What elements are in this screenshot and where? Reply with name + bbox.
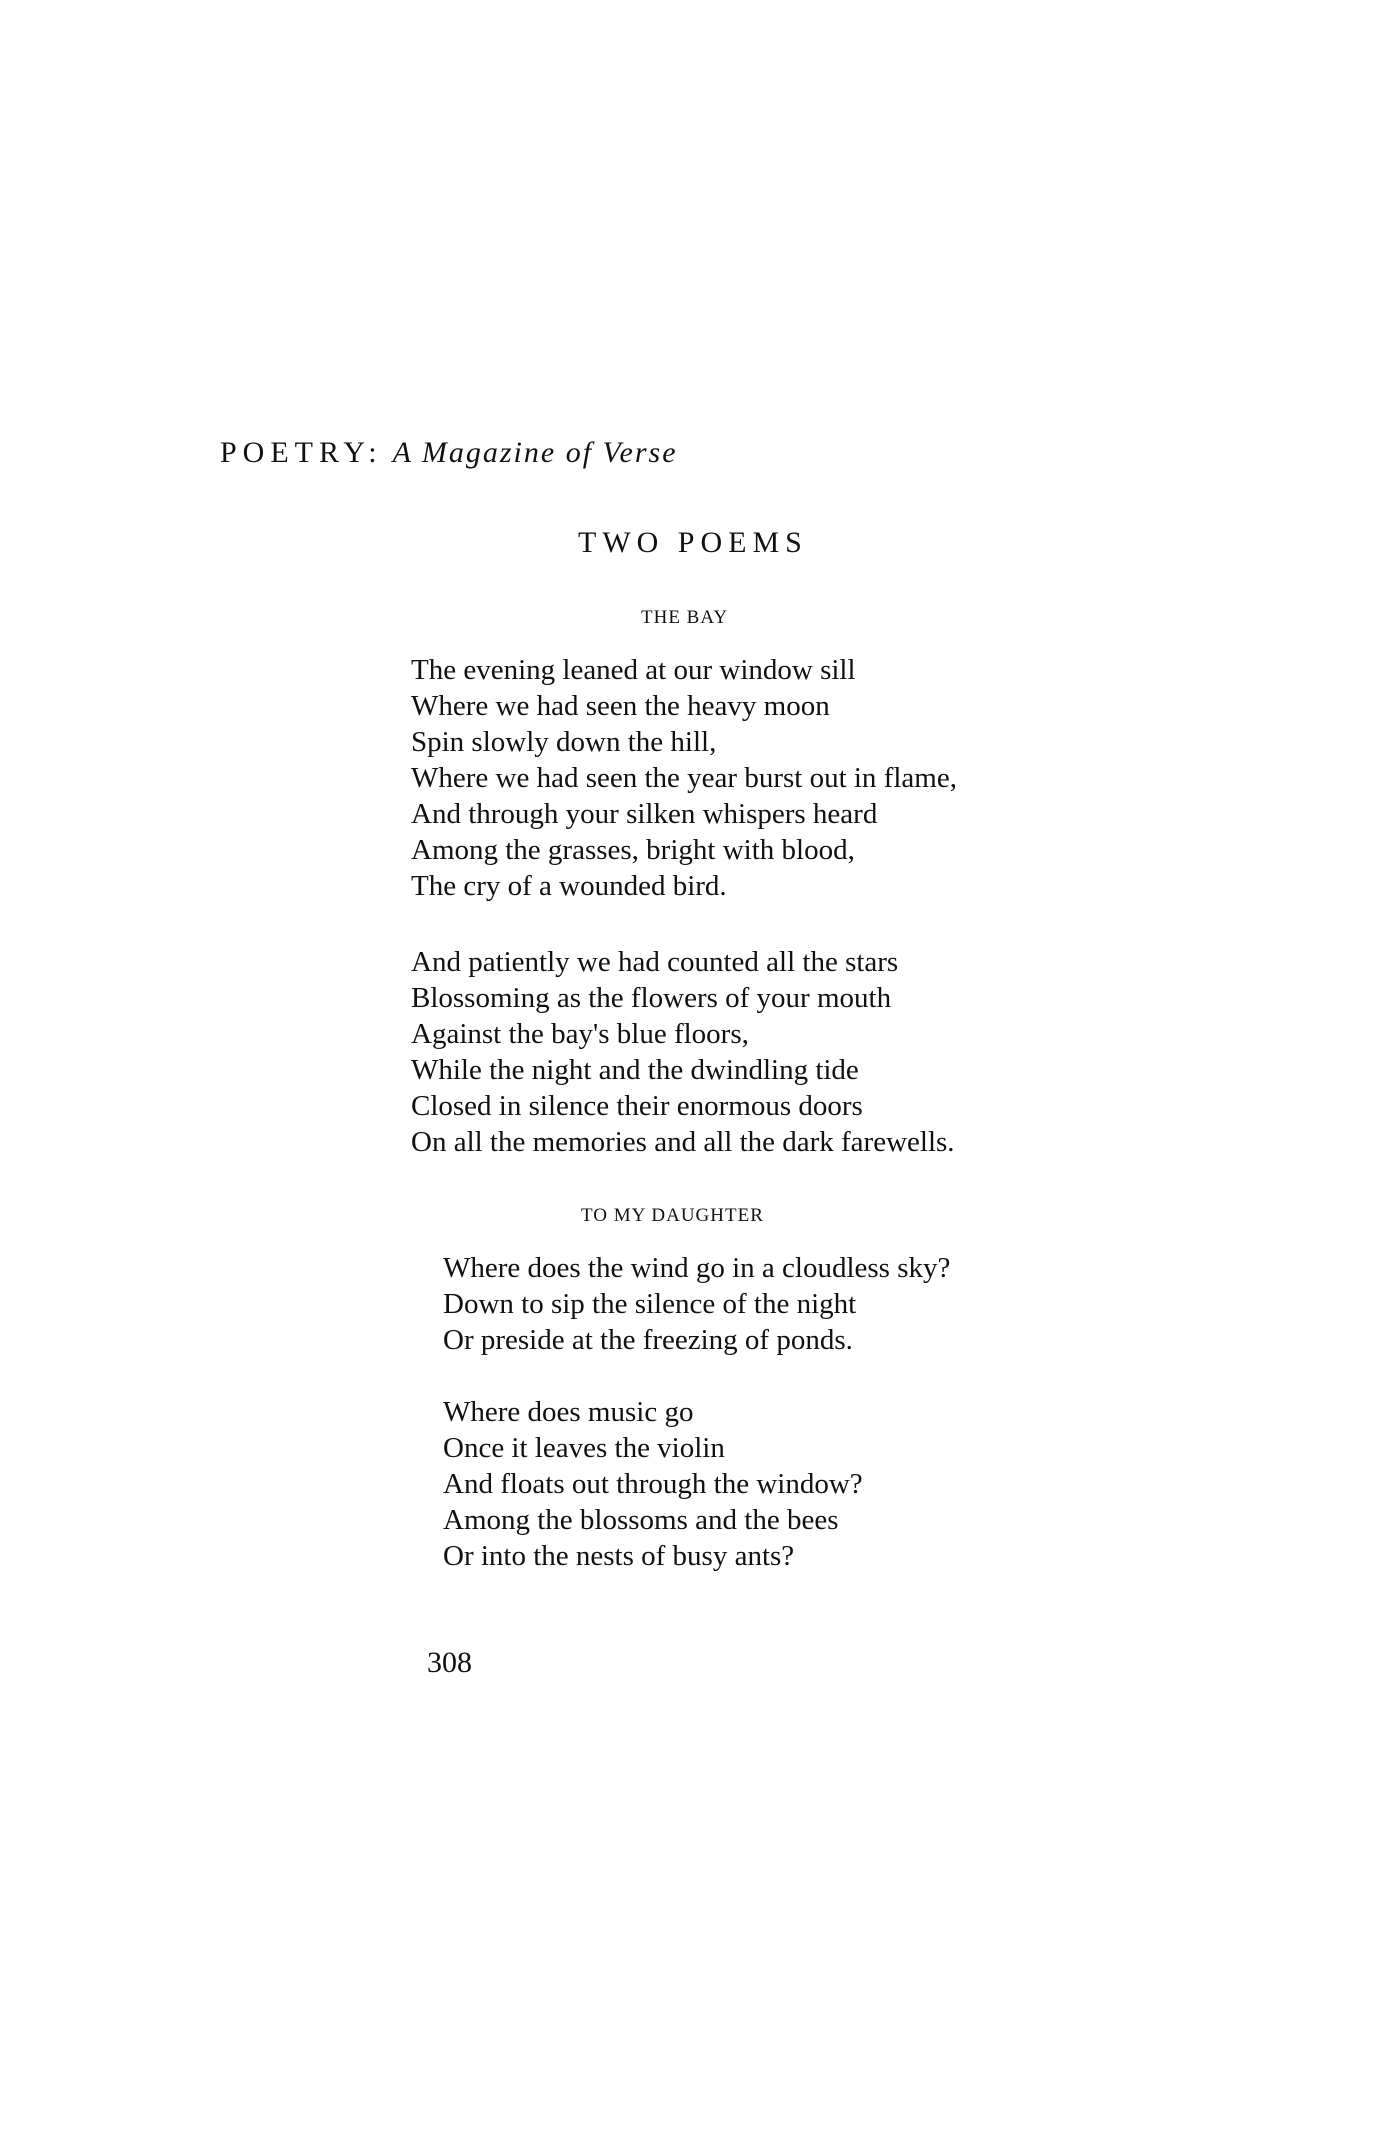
- running-head: [220, 438, 678, 468]
- poem-line: On all the memories and all the dark farewells.: [411, 1126, 955, 1158]
- poem-line: Blossoming as the flowers of your mouth: [411, 982, 892, 1014]
- poem-line: And patiently we had counted all the stars: [411, 946, 899, 978]
- poem-line: And floats out through the window?: [443, 1468, 863, 1500]
- poem-line: Closed in silence their enormous doors: [411, 1090, 863, 1122]
- poem-line: Among the grasses, bright with blood,: [411, 834, 855, 866]
- stanza-bay-2: [411, 944, 955, 1160]
- magazine-name: POETRY:: [220, 436, 383, 469]
- stanza-daughter-1: [443, 1250, 950, 1358]
- section-title: TWO POEMS: [578, 526, 808, 559]
- poem-line: Where does the wind go in a cloudless sky?: [443, 1252, 951, 1284]
- poem-line: Among the blossoms and the bees: [443, 1504, 839, 1536]
- stanza-bay-1: [411, 652, 957, 904]
- poem-line: Or into the nests of busy ants?: [443, 1540, 795, 1572]
- poem-line: The evening leaned at our window sill: [411, 654, 856, 686]
- poem-line: The cry of a wounded bird.: [411, 870, 727, 902]
- poem-title-the-bay: THE BAY: [641, 607, 729, 628]
- poem-line: Spin slowly down the hill,: [411, 726, 717, 758]
- poem-line: Where we had seen the heavy moon: [411, 690, 830, 722]
- poem-line: And through your silken whispers heard: [411, 798, 878, 830]
- stanza-daughter-2: [443, 1394, 863, 1574]
- page-number: 308: [427, 1646, 472, 1679]
- poem-line: Where does music go: [443, 1396, 694, 1428]
- poem-title-to-my-daughter: TO MY DAUGHTER: [581, 1205, 764, 1226]
- poem-line: Or preside at the freezing of ponds.: [443, 1324, 853, 1356]
- poem-line: Against the bay's blue floors,: [411, 1018, 749, 1050]
- poem-line: While the night and the dwindling tide: [411, 1054, 859, 1086]
- poem-line: Down to sip the silence of the night: [443, 1288, 857, 1320]
- magazine-subtitle: A Magazine of Verse: [392, 436, 678, 469]
- poem-line: Once it leaves the violin: [443, 1432, 725, 1464]
- poem-line: Where we had seen the year burst out in flame,: [411, 762, 957, 794]
